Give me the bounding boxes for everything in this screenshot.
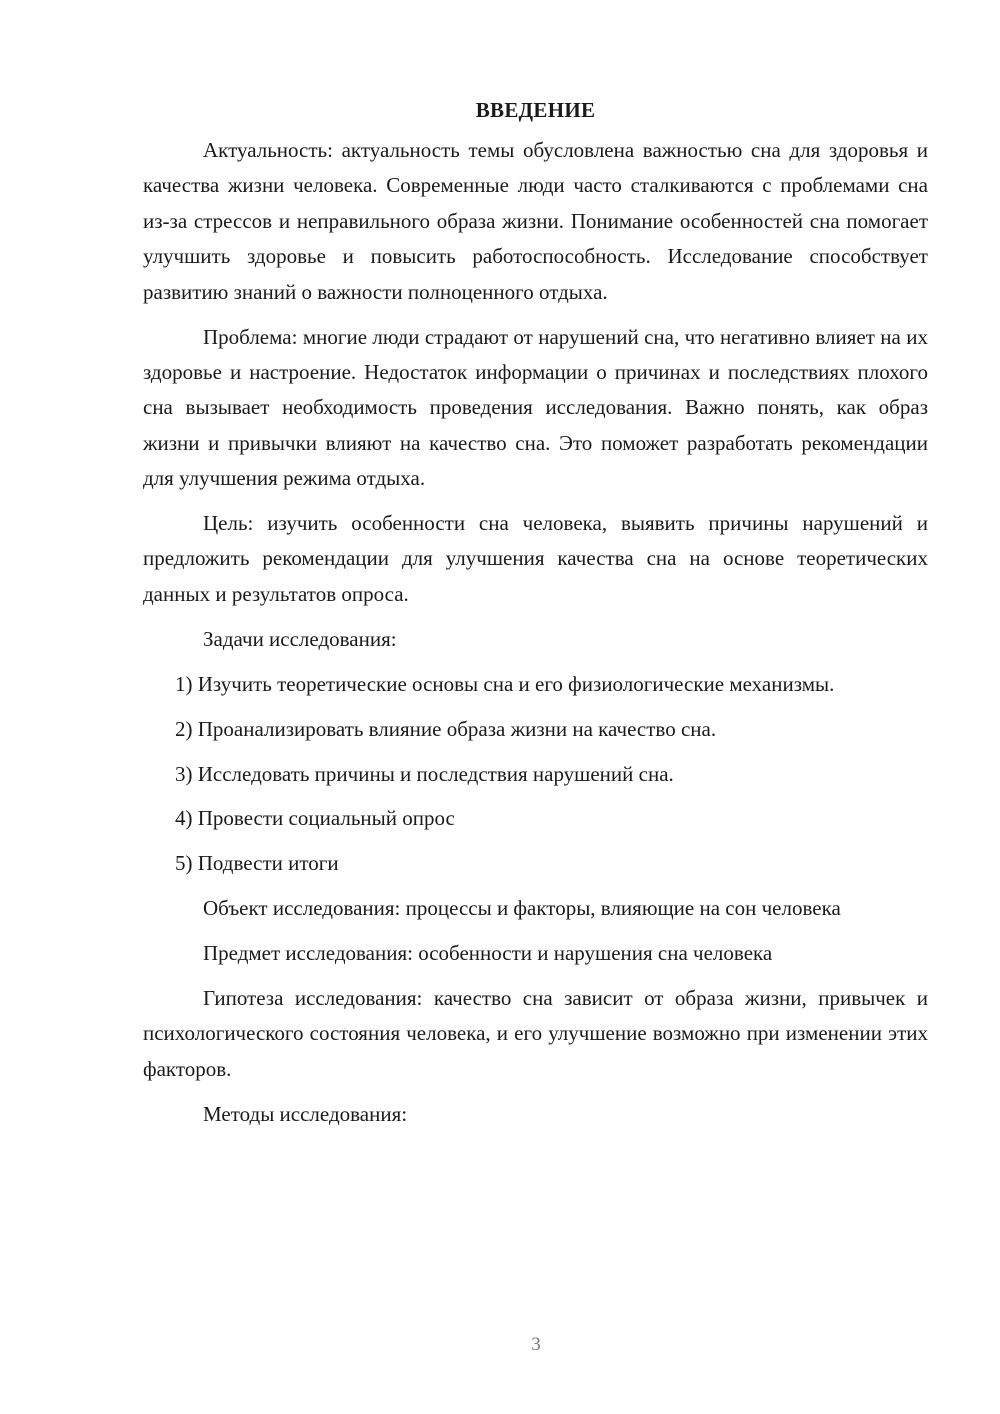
page-number: 3	[531, 1334, 541, 1355]
paragraph-goal: Цель: изучить особенности сна человека, выявить причины нарушений и предложить рекомендации для улучшения качества сна на основе теоретических данных и результатов опроса.	[143, 511, 928, 606]
page-content	[143, 93, 928, 1142]
tasks-list	[143, 667, 928, 882]
paragraph-tasks-heading: Задачи исследования:	[203, 626, 397, 651]
list-item: 3) Исследовать причины и последствия нарушений сна.	[175, 761, 674, 786]
paragraph-subject: Предмет исследования: особенности и нарушения сна человека	[203, 941, 773, 966]
list-item: 1) Изучить теоретические основы сна и его физиологические механизмы.	[175, 671, 835, 696]
paragraph-object: Объект исследования: процессы и факторы, влияющие на сон человека	[203, 896, 841, 921]
list-item: 2) Проанализировать влияние образа жизни на качество сна.	[175, 716, 717, 741]
paragraph-hypothesis: Гипотеза исследования: качество сна зависит от образа жизни, привычек и психологического состояния человека, и его улучшение возможно при изменении этих факторов.	[143, 986, 928, 1081]
list-item: 4) Провести социальный опрос	[175, 806, 455, 831]
section-title: ВВЕДЕНИЕ	[475, 98, 596, 122]
paragraph-methods-heading: Методы исследования:	[203, 1101, 408, 1126]
paragraph-problem: Проблема: многие люди страдают от нарушений сна, что негативно влияет на их здоровье и настроение. Недостаток информации о причинах и последствиях плохого сна вызывает необходимость проведения исследования. Важно понять, как образ жизни и привычки влияют на качество сна. Это поможет разработать рекомендации для улучшения режима отдыха.	[143, 324, 928, 491]
paragraph-relevance: Актуальность: актуальность темы обусловлена важностью сна для здоровья и качества жизни человека. Современные люди часто сталкиваются с проблемами сна из-за стрессов и неправильного образа жизни. Понимание особенностей сна помогает улучшить здоровье и повысить работоспособность. Исследование способствует развитию знаний о важности полноценного отдыха.	[143, 138, 928, 304]
list-item: 5) Подвести итоги	[175, 851, 339, 876]
